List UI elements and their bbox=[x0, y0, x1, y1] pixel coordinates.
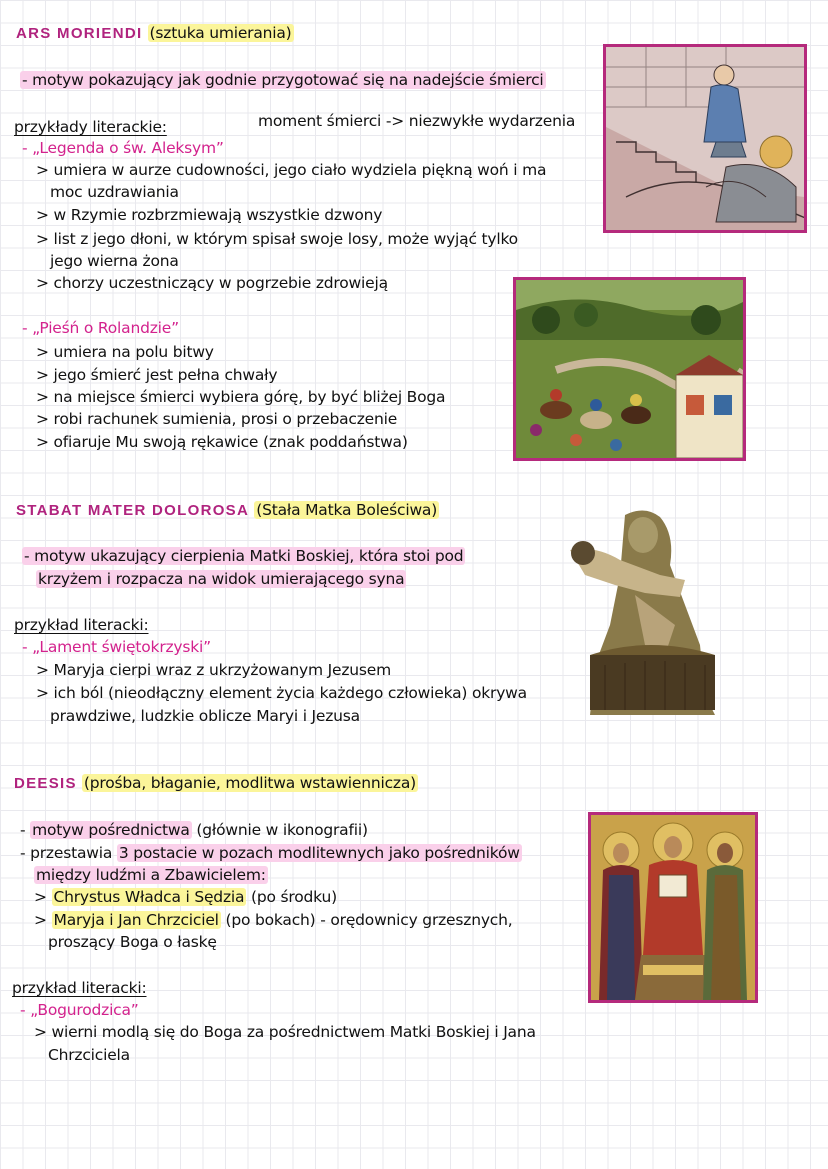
deesis-subtitle: (prośba, błaganie, modlitwa wstawiennicza) bbox=[83, 774, 417, 792]
ars-heading-row bbox=[16, 23, 294, 42]
deesis-point-2: > Maryja i Jan Chrzciciel (po bokach) - orędownicy grzesznych, bbox=[34, 911, 513, 929]
ars-examples-label: przykłady literackie: bbox=[14, 118, 167, 136]
lament-point-2: > ich ból (nieodłączny element życia każdego człowieka) okrywa bbox=[36, 684, 527, 702]
lament-title: - „Lament świętokrzyski” bbox=[22, 638, 211, 656]
stabat-subtitle: (Stała Matka Boleściwa) bbox=[256, 501, 438, 519]
deesis-heading-row bbox=[14, 773, 418, 792]
stabat-heading: STABAT MATER DOLOROSA bbox=[16, 502, 250, 519]
roland-point-2: > jego śmierć jest pełna chwały bbox=[36, 366, 278, 384]
aleksy-point-4: > chorzy uczestniczący w pogrzebie zdrowieją bbox=[36, 274, 388, 292]
roland-point-1: > umiera na polu bitwy bbox=[36, 343, 214, 361]
stabat-definition-2: krzyżem i rozpacza na widok umierającego syna bbox=[38, 570, 405, 588]
bogurodzica-point-1: > wierni modlą się do Boga za pośrednictwem Matki Boskiej i Jana bbox=[34, 1023, 536, 1041]
ars-note: moment śmierci -> niezwykłe wydarzenia bbox=[258, 112, 576, 130]
ars-definition: - motyw pokazujący jak godnie przygotować się na nadejście śmierci bbox=[22, 71, 544, 89]
battle-painting-image bbox=[513, 277, 746, 461]
deesis-line-1: - motyw pośrednictwa (głównie w ikonografii) bbox=[20, 821, 368, 839]
stabat-definition-1: - motyw ukazujący cierpienia Matki Boskiej, która stoi pod bbox=[24, 547, 464, 565]
stabat-example-label: przykład literacki: bbox=[14, 616, 149, 634]
aleksy-title: - „Legenda o św. Aleksym” bbox=[22, 139, 224, 157]
aleksy-point-3: > list z jego dłoni, w którym spisał swoje losy, może wyjąć tylko bbox=[36, 230, 518, 248]
aleksy-point-1-cont: moc uzdrawiania bbox=[50, 183, 179, 201]
ars-subtitle: (sztuka umierania) bbox=[149, 24, 292, 42]
roland-title: - „Pieśń o Rolandzie” bbox=[22, 319, 179, 337]
roland-point-3: > na miejsce śmierci wybiera górę, by być bliżej Boga bbox=[36, 388, 446, 406]
bogurodzica-title: - „Bogurodzica” bbox=[20, 1001, 139, 1019]
aleksy-point-2: > w Rzymie rozbrzmiewają wszystkie dzwony bbox=[36, 206, 383, 224]
deesis-line-3: między ludźmi a Zbawicielem: bbox=[36, 866, 266, 884]
deesis-point-1: > Chrystus Władca i Sędzia (po środku) bbox=[34, 888, 337, 906]
woodcut-image bbox=[603, 44, 807, 233]
stabat-heading-row bbox=[16, 500, 439, 519]
aleksy-point-1: > umiera w aurze cudowności, jego ciało wydziela piękną woń i ma bbox=[36, 161, 547, 179]
roland-point-4: > robi rachunek sumienia, prosi o przebaczenie bbox=[36, 410, 398, 428]
deesis-point-2-cont: proszący Boga o łaskę bbox=[48, 933, 217, 951]
deesis-example-label: przykład literacki: bbox=[12, 979, 147, 997]
deesis-line-2: - przestawia 3 postacie w pozach modlitewnych jako pośredników bbox=[20, 844, 520, 862]
aleksy-point-3-cont: jego wierna żona bbox=[50, 252, 179, 270]
roland-point-5: > ofiaruje Mu swoją rękawice (znak poddaństwa) bbox=[36, 433, 408, 451]
deesis-heading: DEESIS bbox=[14, 775, 77, 792]
ars-heading: ARS MORIENDI bbox=[16, 25, 143, 42]
lament-point-1: > Maryja cierpi wraz z ukrzyżowanym Jezusem bbox=[36, 661, 392, 679]
pieta-sculpture-image bbox=[565, 505, 725, 718]
deesis-icon-image bbox=[588, 812, 758, 1003]
bogurodzica-point-1-cont: Chrzciciela bbox=[48, 1046, 130, 1064]
lament-point-2-cont: prawdziwe, ludzkie oblicze Maryi i Jezusa bbox=[50, 707, 360, 725]
